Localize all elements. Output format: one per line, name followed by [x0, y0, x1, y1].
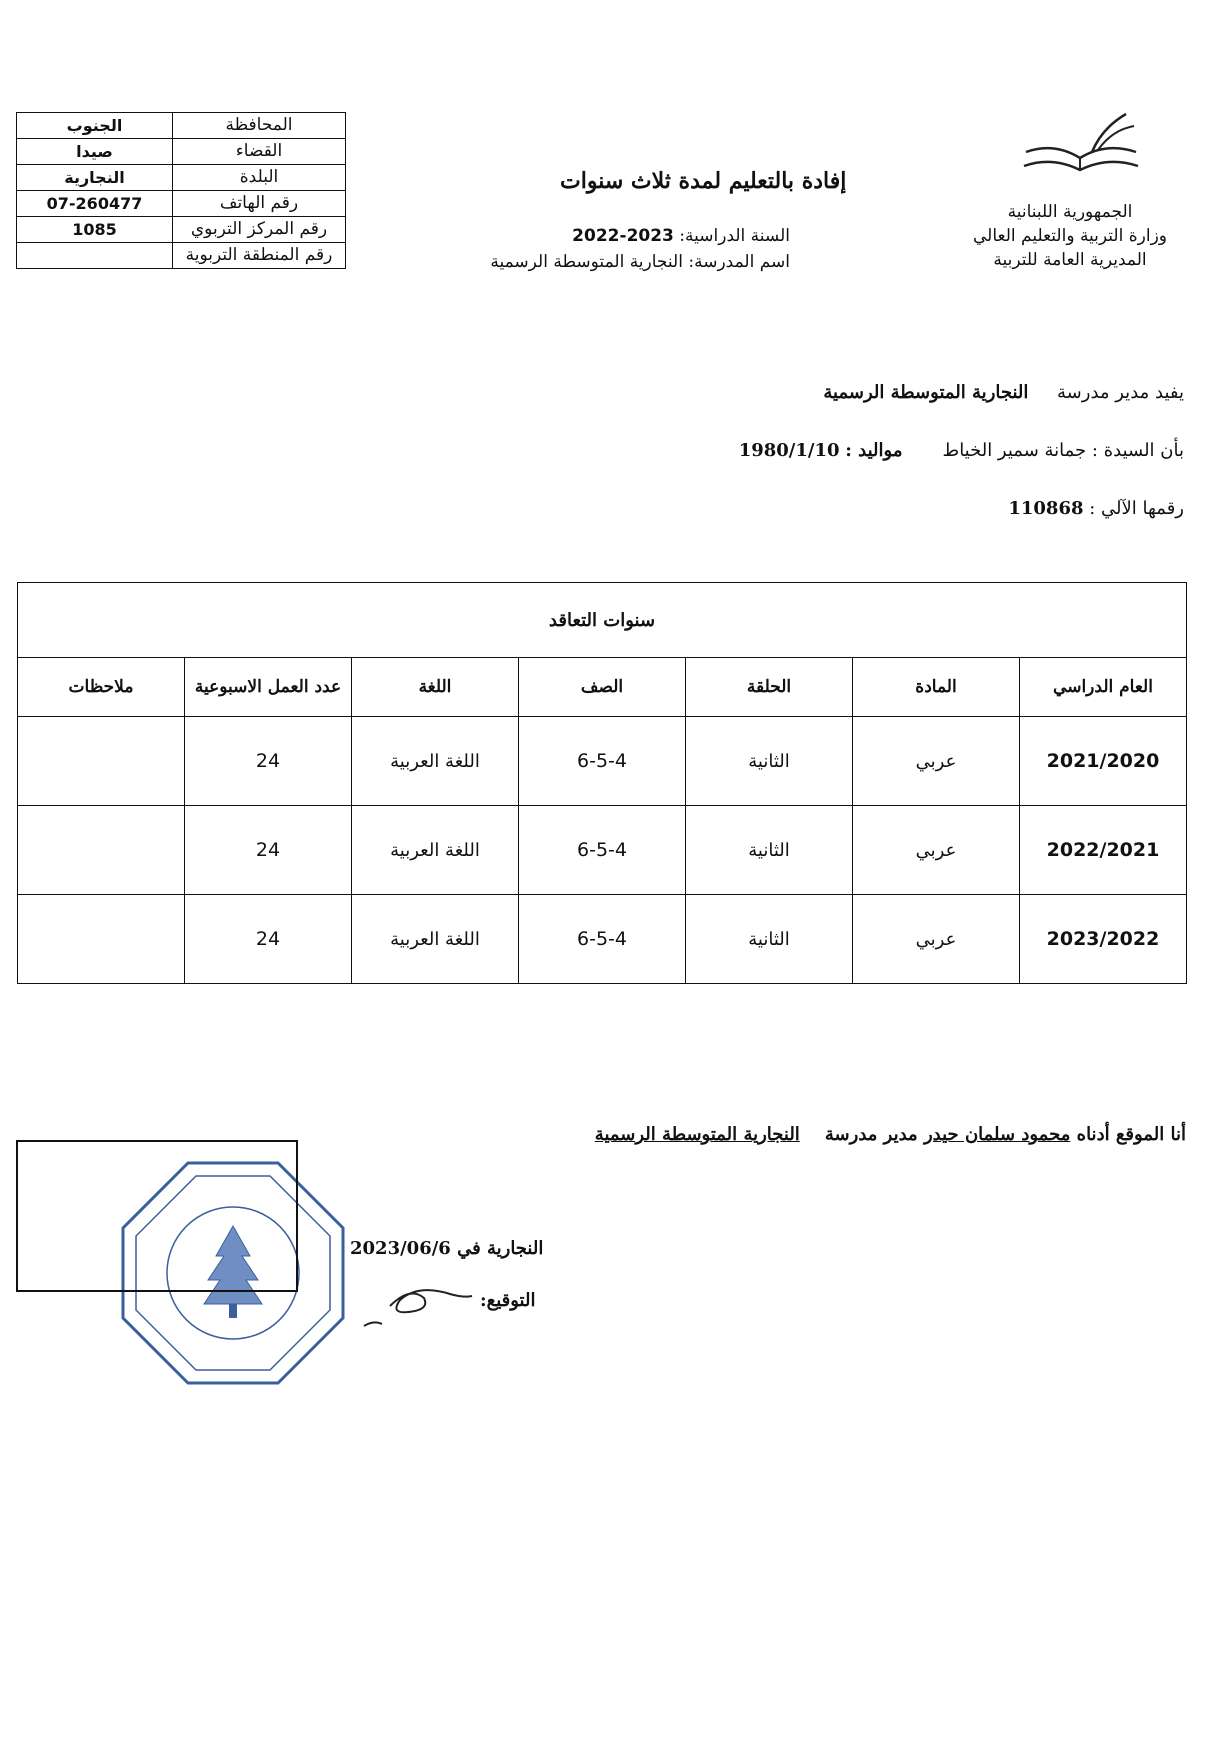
body-school-name: النجارية المتوسطة الرسمية — [823, 382, 1029, 403]
handwritten-signature — [360, 1276, 480, 1336]
info-label: المحافظة — [173, 113, 346, 139]
column-header: العام الدراسي — [1020, 658, 1187, 717]
birth-label: مواليد : — [845, 440, 903, 461]
info-label: البلدة — [173, 165, 346, 191]
cell-year: 2021/2020 — [1020, 717, 1187, 806]
info-value: النجارية — [17, 165, 173, 191]
cell-cycle: الثانية — [686, 806, 853, 895]
cell-year: 2022/2021 — [1020, 806, 1187, 895]
info-table — [16, 112, 346, 269]
cell-cycle: الثانية — [686, 895, 853, 984]
school-name-line — [490, 252, 790, 272]
info-value: 07-260477 — [17, 191, 173, 217]
school-year-label: السنة الدراسية: — [679, 226, 790, 246]
school-year-value: 2023-2022 — [572, 226, 674, 246]
info-label: رقم الهاتف — [173, 191, 346, 217]
info-label: القضاء — [173, 139, 346, 165]
column-header: عدد العمل الاسبوعية — [185, 658, 352, 717]
cell-weekly-hours: 24 — [185, 806, 352, 895]
info-row — [17, 113, 346, 139]
cell-subject: عربي — [853, 717, 1020, 806]
republic-name: الجمهورية اللبنانية — [1007, 202, 1133, 222]
info-value: الجنوب — [17, 113, 173, 139]
column-header: الحلقة — [686, 658, 853, 717]
info-label: رقم المنطقة التربوية — [173, 243, 346, 269]
body-line-1 — [823, 382, 1184, 403]
cell-cycle: الثانية — [686, 717, 853, 806]
director-statement: يفيد مدير مدرسة — [1057, 382, 1184, 403]
cell-subject: عربي — [853, 806, 1020, 895]
cell-notes — [18, 806, 185, 895]
cell-subject: عربي — [853, 895, 1020, 984]
info-row — [17, 217, 346, 243]
file-number-value: 110868 — [1008, 498, 1084, 519]
school-name-label: اسم المدرسة: — [688, 252, 790, 272]
cell-notes — [18, 717, 185, 806]
cell-grade: 6-5-4 — [519, 895, 686, 984]
info-row — [17, 243, 346, 269]
cell-language: اللغة العربية — [352, 717, 519, 806]
table-caption: سنوات التعاقد — [18, 583, 1187, 658]
column-header: المادة — [853, 658, 1020, 717]
cell-grade: 6-5-4 — [519, 717, 686, 806]
info-row — [17, 165, 346, 191]
signer-school: النجارية المتوسطة الرسمية — [594, 1124, 800, 1145]
birth-date: 1980/1/10 — [738, 440, 840, 461]
table-row — [18, 717, 1187, 806]
info-row — [17, 191, 346, 217]
teacher-prefix: بأن السيدة : — [1091, 440, 1184, 461]
body-line-2 — [739, 440, 1184, 461]
info-label: رقم المركز التربوي — [173, 217, 346, 243]
contract-years-table — [17, 582, 1187, 984]
cell-weekly-hours: 24 — [185, 895, 352, 984]
school-year-line — [572, 226, 790, 246]
cell-year: 2023/2022 — [1020, 895, 1187, 984]
issuer-block — [960, 200, 1180, 272]
info-value — [17, 243, 173, 269]
signer-role: مدير مدرسة — [824, 1124, 918, 1145]
cell-grade: 6-5-4 — [519, 806, 686, 895]
info-value: صيدا — [17, 139, 173, 165]
place-date: النجارية في 2023/06/6 — [350, 1238, 544, 1259]
signer-name: محمود سلمان حيدر — [923, 1124, 1071, 1145]
school-name-value: النجارية المتوسطة الرسمية — [490, 252, 683, 272]
signer-prefix: أنا الموقع أدناه — [1076, 1124, 1186, 1145]
column-header: اللغة — [352, 658, 519, 717]
cell-language: اللغة العربية — [352, 806, 519, 895]
signer-statement — [595, 1124, 1186, 1145]
cell-notes — [18, 895, 185, 984]
table-row — [18, 895, 1187, 984]
info-row — [17, 139, 346, 165]
file-number-label: رقمها الآلي : — [1089, 498, 1184, 519]
table-row — [18, 806, 1187, 895]
info-value: 1085 — [17, 217, 173, 243]
document-title: إفادة بالتعليم لمدة ثلاث سنوات — [560, 168, 847, 194]
open-book-icon — [1018, 108, 1146, 188]
cell-weekly-hours: 24 — [185, 717, 352, 806]
stamp-frame — [16, 1140, 298, 1292]
column-header: ملاحظات — [18, 658, 185, 717]
body-line-3 — [1008, 498, 1184, 519]
signature-label: التوقيع: — [480, 1290, 536, 1311]
column-header: الصف — [519, 658, 686, 717]
cell-language: اللغة العربية — [352, 895, 519, 984]
ministry-name: وزارة التربية والتعليم العالي — [972, 226, 1167, 246]
directorate-name: المديرية العامة للتربية — [993, 250, 1147, 270]
teacher-name: جمانة سمير الخياط — [942, 440, 1087, 461]
